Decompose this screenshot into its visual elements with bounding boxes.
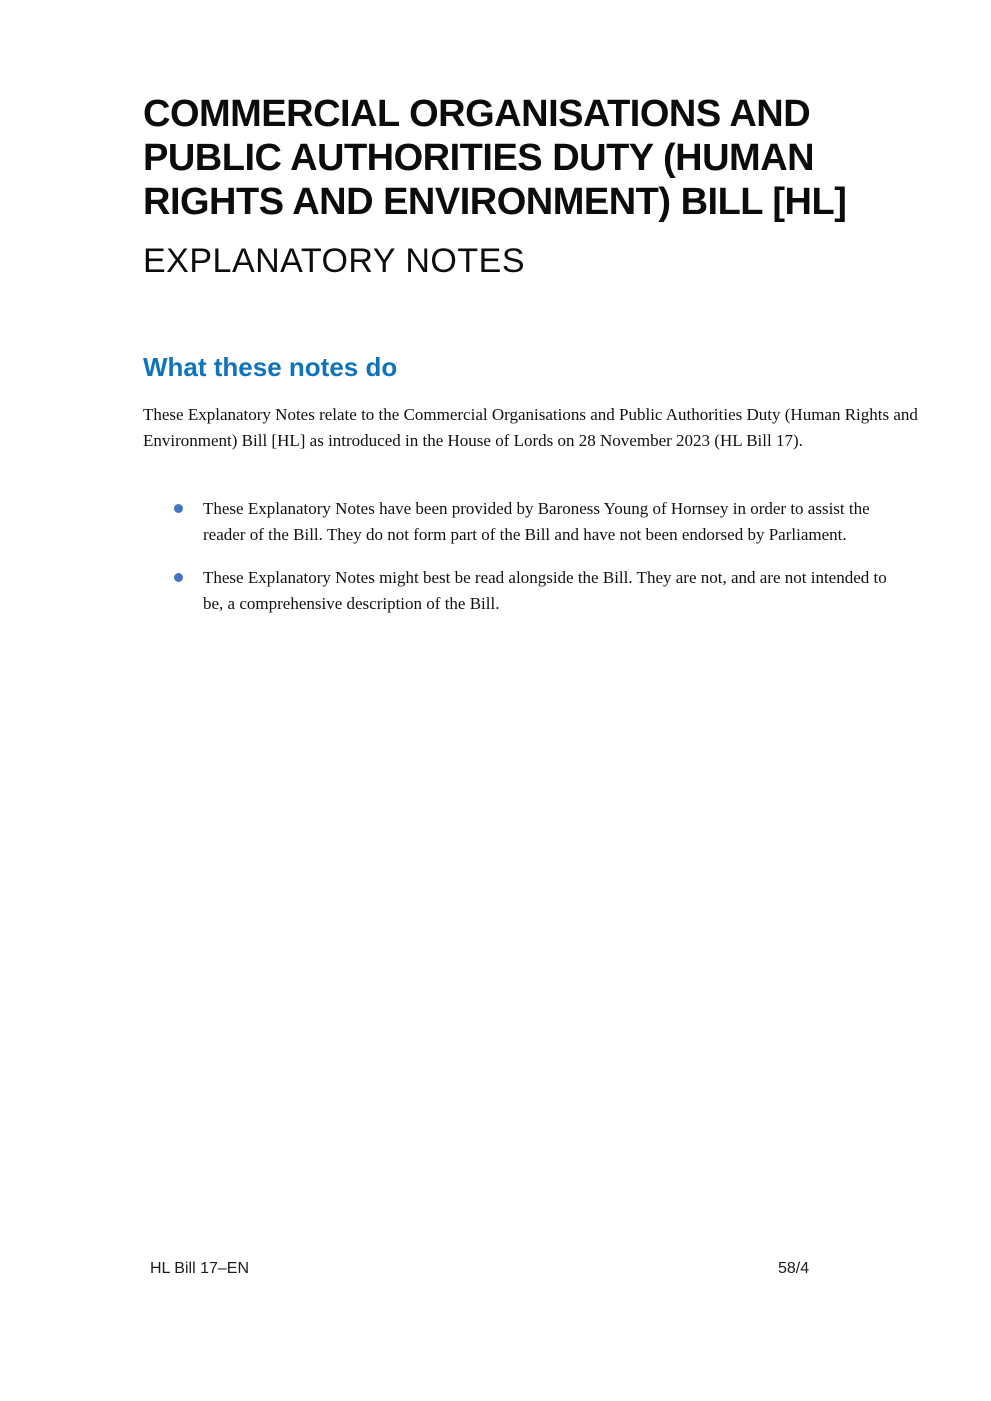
footer-session-number: 58/4 <box>778 1260 810 1277</box>
footer-bill-number: HL Bill 17–EN <box>150 1260 250 1277</box>
bill-title-line: RIGHTS AND ENVIRONMENT) BILL [HL] <box>143 181 847 223</box>
page-footer <box>0 1259 991 1283</box>
section-heading-what-these-notes-do: What these notes do <box>143 352 398 382</box>
bill-title-line: COMMERCIAL ORGANISATIONS AND <box>143 93 811 135</box>
bullet-text: These Explanatory Notes might best be read alongside the Bill. They are not, and are not intended to be, a comprehensive description of the Bill. <box>203 568 887 613</box>
explanatory-notes-subtitle: EXPLANATORY NOTES <box>143 242 526 280</box>
bullet-text: These Explanatory Notes have been provided by Baroness Young of Hornsey in order to assist the reader of the Bill. They do not form part of the Bill and have not been endorsed by Parliament. <box>203 499 870 544</box>
notes-bullet-list <box>143 496 921 634</box>
list-item <box>143 565 921 616</box>
bullet-dot-icon <box>174 504 183 513</box>
bill-title <box>143 92 846 224</box>
list-item <box>143 496 921 547</box>
intro-paragraph: These Explanatory Notes relate to the Commercial Organisations and Public Authorities Duty (Human Rights and Environment) Bill [HL] as introduced in the House of Lords on 28 November 2023 (HL Bill 17). <box>143 405 918 450</box>
bill-title-line: PUBLIC AUTHORITIES DUTY (HUMAN <box>143 137 815 179</box>
bullet-dot-icon <box>174 573 183 582</box>
